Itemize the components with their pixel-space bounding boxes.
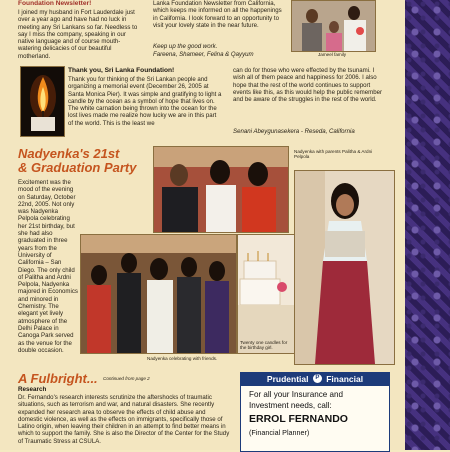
- family-photo-caption: Jameel family: [318, 52, 347, 57]
- parents-figures-icon: [154, 147, 288, 232]
- thanks-body-col2: can do for those who were effected by the tsunami. I wish all of them peace and happiness for 2006. I also hope that the rest of the world continues to support events like this, as this would help the public remember and be aware of the struggles in the rest of the world.: [233, 67, 383, 104]
- portrait-photo: [294, 170, 395, 365]
- article-title-line2: & Graduation Party: [18, 160, 137, 175]
- candle-photo: [20, 66, 65, 137]
- ad-brand-right: Financial: [326, 374, 364, 384]
- article-body: Excitement was the mood of the evening on Saturday, October 22nd, 2005. Not only was Nadyenka Pelpola celebrating her 21st birthday, but she had also graduated in three years from the University of California – San Diego. The only child of Palitha and Ardni Pelpola, Nadyenka majored in Economics and minored in Chemistry. The elegant yet lively atmosphere of the Delhi Palace in Canoga Park served as the venue for the double occasion.: [18, 179, 78, 354]
- parents-photo: [153, 146, 289, 233]
- fulbright-continued: Continued from page 2: [103, 376, 150, 381]
- prudential-ad: [240, 372, 390, 452]
- prudential-rock-icon: P: [313, 374, 322, 383]
- top-mid-note: Keep up the good work.: [153, 43, 218, 50]
- jameel-family-photo: [291, 0, 376, 52]
- thanks-signature: Senani Abeygunasekera - Reseda, California: [233, 128, 355, 135]
- ad-line2: Investment needs, call:: [249, 401, 332, 410]
- ad-header: [241, 373, 389, 386]
- article-title-line1: Nadyenka's 21st: [18, 146, 120, 161]
- parents-caption: Nadyenka with parents Palitha & Ardni Pelpola: [294, 149, 373, 160]
- thanks-heading: Thank you, Sri Lanka Foundation!: [68, 67, 175, 74]
- thanks-body-col1: Thank you for thinking of the Sri Lankan people and organizing a memorial event (December 26, 2005 at Santa Monica Pier). It was simple and gratifying to light a candle by the ocean as a symbol of hope that lives on. The white carnation being thrown into the ocean for the lost lives made me realize how lucky we are in this part of the world. This is the least we: [68, 76, 222, 127]
- fulbright-subhead: Research: [18, 386, 47, 393]
- candle-icon: [21, 67, 64, 136]
- top-left-body: I joined my husband in Fort Lauderdale just over a year ago and have had no luck in meeting any Sri Lankans so far. Needless to say I miss the company, speaking in our native language and of course mouth-watering delicacies of our beautiful motherland.: [18, 9, 138, 60]
- top-mid-body: Lanka Foundation Newsletter from California, which keeps me informed on all the happenings in California. I look forward to an opportunity to visit your lovely state in the near future.: [153, 0, 282, 29]
- cake-icon: [238, 235, 294, 353]
- cake-caption: Twenty one candles for the birthday girl.: [240, 340, 288, 351]
- ad-name: ERROL FERNANDO: [249, 413, 348, 425]
- top-mid-sign: Fareena, Shameer, Felina & Qayyum: [153, 51, 254, 58]
- friends-caption: Nadyenka celebrating with friends.: [147, 356, 218, 361]
- family-figures-icon: [292, 1, 375, 51]
- fulbright-title: A Fulbright...: [18, 371, 98, 386]
- portrait-figure-icon: [295, 171, 394, 364]
- decorative-border: [405, 0, 450, 450]
- ad-role: (Financial Planner): [249, 428, 310, 437]
- fulbright-body: Dr. Fernando's research interests scrutinize the aftershocks of traumatic situations, such as terrorism and war, and natural disasters. She recently expanded her research area to observe the effects of child abuse and domestic violence, as well as the effects on immigrants, specifically those of Latino origin, when leaving their children in an attempt to find better means in which to support the family. She is also the Director of the Center for the Study of Traumatic Stress at CSULA.: [18, 394, 230, 445]
- friends-photo: [80, 234, 237, 354]
- top-left-heading: Foundation Newsletter!: [18, 0, 92, 7]
- ad-line1: For all your Insurance and: [249, 390, 344, 399]
- friends-group-icon: [81, 235, 236, 353]
- ad-brand-left: Prudential: [266, 374, 309, 384]
- cake-photo: [237, 234, 295, 354]
